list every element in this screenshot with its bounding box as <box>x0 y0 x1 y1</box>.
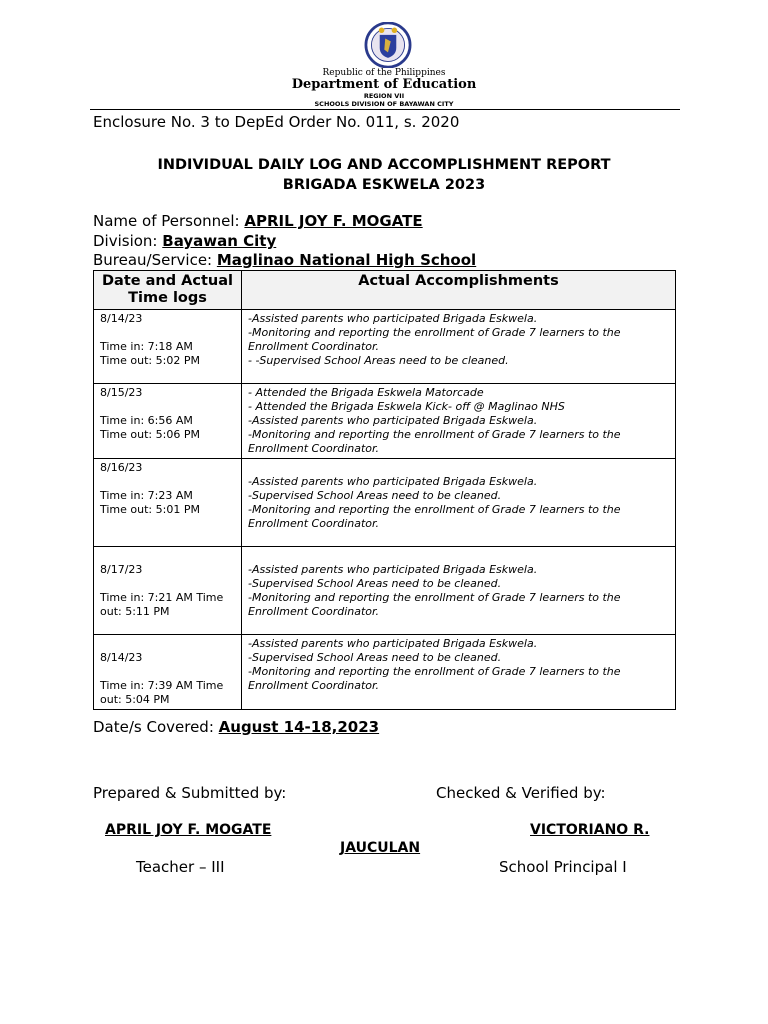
accomplishment-line: -Assisted parents who participated Brigada Eskwela. <box>248 475 538 488</box>
letterhead-department: Department of Education <box>291 77 477 92</box>
table-row <box>94 384 676 459</box>
date-time-cell <box>94 635 242 710</box>
time-log-line <box>100 577 235 591</box>
table-row <box>94 547 676 635</box>
accomplishment-line: - Attended the Brigada Eskwela Kick- off @ Maglinao NHS <box>248 400 565 413</box>
accomplishment-line <box>248 461 669 475</box>
accomplishment-line: -Monitoring and reporting the enrollment of Grade 7 learners to the <box>248 503 621 516</box>
time-log-line: Time in: 7:21 AM Time <box>100 591 224 604</box>
letterhead-region: REGION VII <box>363 92 405 100</box>
accomplishment-line: -Monitoring and reporting the enrollment of Grade 7 learners to the <box>248 665 621 678</box>
accomplishments-cell <box>242 635 676 710</box>
accomplishment-line: - Attended the Brigada Eskwela Matorcade <box>248 386 484 399</box>
bureau-field <box>93 251 476 269</box>
letterhead-division: SCHOOLS DIVISION OF BAYAWAN CITY <box>314 100 454 108</box>
accomplishment-line <box>248 549 669 563</box>
accomplishment-line: -Assisted parents who participated Brigada Eskwela. <box>248 414 538 427</box>
time-log-line: 8/14/23 <box>100 312 143 325</box>
accomplishment-line: -Supervised School Areas need to be cleaned. <box>248 489 502 502</box>
division-value: Bayawan City <box>162 232 277 250</box>
accomplishment-line: -Assisted parents who participated Brigada Eskwela. <box>248 637 538 650</box>
time-log-line: Time in: 7:39 AM Time <box>100 679 224 692</box>
accomplishments-cell <box>242 310 676 384</box>
time-log-line: Time in: 7:18 AM <box>100 340 193 353</box>
table-row <box>94 310 676 384</box>
time-log-line: 8/16/23 <box>100 461 143 474</box>
preparer-name: APRIL JOY F. MOGATE <box>105 822 272 838</box>
verifier-name-last: JAUCULAN <box>340 840 421 856</box>
accomplishment-line: -Monitoring and reporting the enrollment of Grade 7 learners to the <box>248 326 621 339</box>
verifier-title: School Principal I <box>499 858 627 876</box>
accomplishment-line: Enrollment Coordinator. <box>248 442 380 455</box>
header-date: Date and Actual Time logs <box>94 271 242 310</box>
division-label: Division: <box>93 232 163 250</box>
accomplishment-line: -Assisted parents who participated Brigada Eskwela. <box>248 563 538 576</box>
accomplishment-line: - -Supervised School Areas need to be cleaned. <box>248 354 509 367</box>
date-time-cell <box>94 459 242 547</box>
preparer-title: Teacher – III <box>136 858 225 876</box>
enclosure-text: Enclosure No. 3 to DepEd Order No. 011, s. 2020 <box>93 113 460 131</box>
time-log-line: 8/14/23 <box>100 651 143 664</box>
table-row <box>94 635 676 710</box>
letterhead-rule <box>90 109 680 110</box>
deped-seal-logo <box>357 22 419 68</box>
report-title: INDIVIDUAL DAILY LOG AND ACCOMPLISHMENT REPORT <box>157 157 611 173</box>
time-log-line: out: 5:04 PM <box>100 693 170 706</box>
daily-log-table <box>93 270 676 710</box>
time-log-line: 8/17/23 <box>100 563 143 576</box>
division-field <box>93 232 276 250</box>
accomplishments-cell <box>242 384 676 459</box>
accomplishment-line: -Assisted parents who participated Brigada Eskwela. <box>248 312 538 325</box>
accomplishment-line: -Monitoring and reporting the enrollment of Grade 7 learners to the <box>248 591 621 604</box>
checked-label: Checked & Verified by: <box>436 784 606 802</box>
time-log-line: out: 5:11 PM <box>100 605 170 618</box>
name-value: APRIL JOY F. MOGATE <box>244 212 423 230</box>
time-log-line: 8/15/23 <box>100 386 143 399</box>
time-log-line: Time in: 6:56 AM <box>100 414 193 427</box>
name-field <box>93 212 423 230</box>
accomplishment-line: -Monitoring and reporting the enrollment of Grade 7 learners to the <box>248 428 621 441</box>
time-log-line <box>100 475 235 489</box>
dates-covered <box>93 718 379 736</box>
dates-value: August 14-18,2023 <box>218 718 380 736</box>
accomplishment-line: Enrollment Coordinator. <box>248 605 380 618</box>
time-log-line: Time out: 5:01 PM <box>100 503 200 516</box>
accomplishment-line: Enrollment Coordinator. <box>248 517 380 530</box>
letterhead-republic: Republic of the Philippines <box>322 68 446 78</box>
time-log-line <box>100 326 235 340</box>
name-label: Name of Personnel: <box>93 212 245 230</box>
accomplishments-cell <box>242 459 676 547</box>
dates-label: Date/s Covered: <box>93 718 219 736</box>
accomplishment-line: -Supervised School Areas need to be cleaned. <box>248 651 502 664</box>
time-log-line: Time in: 7:23 AM <box>100 489 193 502</box>
date-time-cell <box>94 310 242 384</box>
time-log-line <box>100 665 235 679</box>
bureau-value: Maglinao National High School <box>216 251 477 269</box>
accomplishments-cell <box>242 547 676 635</box>
time-log-line <box>100 400 235 414</box>
bureau-label: Bureau/Service: <box>93 251 217 269</box>
prepared-label: Prepared & Submitted by: <box>93 784 287 802</box>
accomplishment-line: Enrollment Coordinator. <box>248 340 380 353</box>
header-accomplishments: Actual Accomplishments <box>242 271 676 310</box>
time-log-line <box>100 549 235 563</box>
report-subtitle: BRIGADA ESKWELA 2023 <box>282 177 486 193</box>
date-time-cell <box>94 384 242 459</box>
accomplishment-line: -Supervised School Areas need to be cleaned. <box>248 577 502 590</box>
date-time-cell <box>94 547 242 635</box>
verifier-name-first: VICTORIANO R. <box>530 822 650 838</box>
time-log-line: Time out: 5:02 PM <box>100 354 200 367</box>
table-row <box>94 459 676 547</box>
accomplishment-line: Enrollment Coordinator. <box>248 679 380 692</box>
time-log-line: Time out: 5:06 PM <box>100 428 200 441</box>
time-log-line <box>100 637 235 651</box>
